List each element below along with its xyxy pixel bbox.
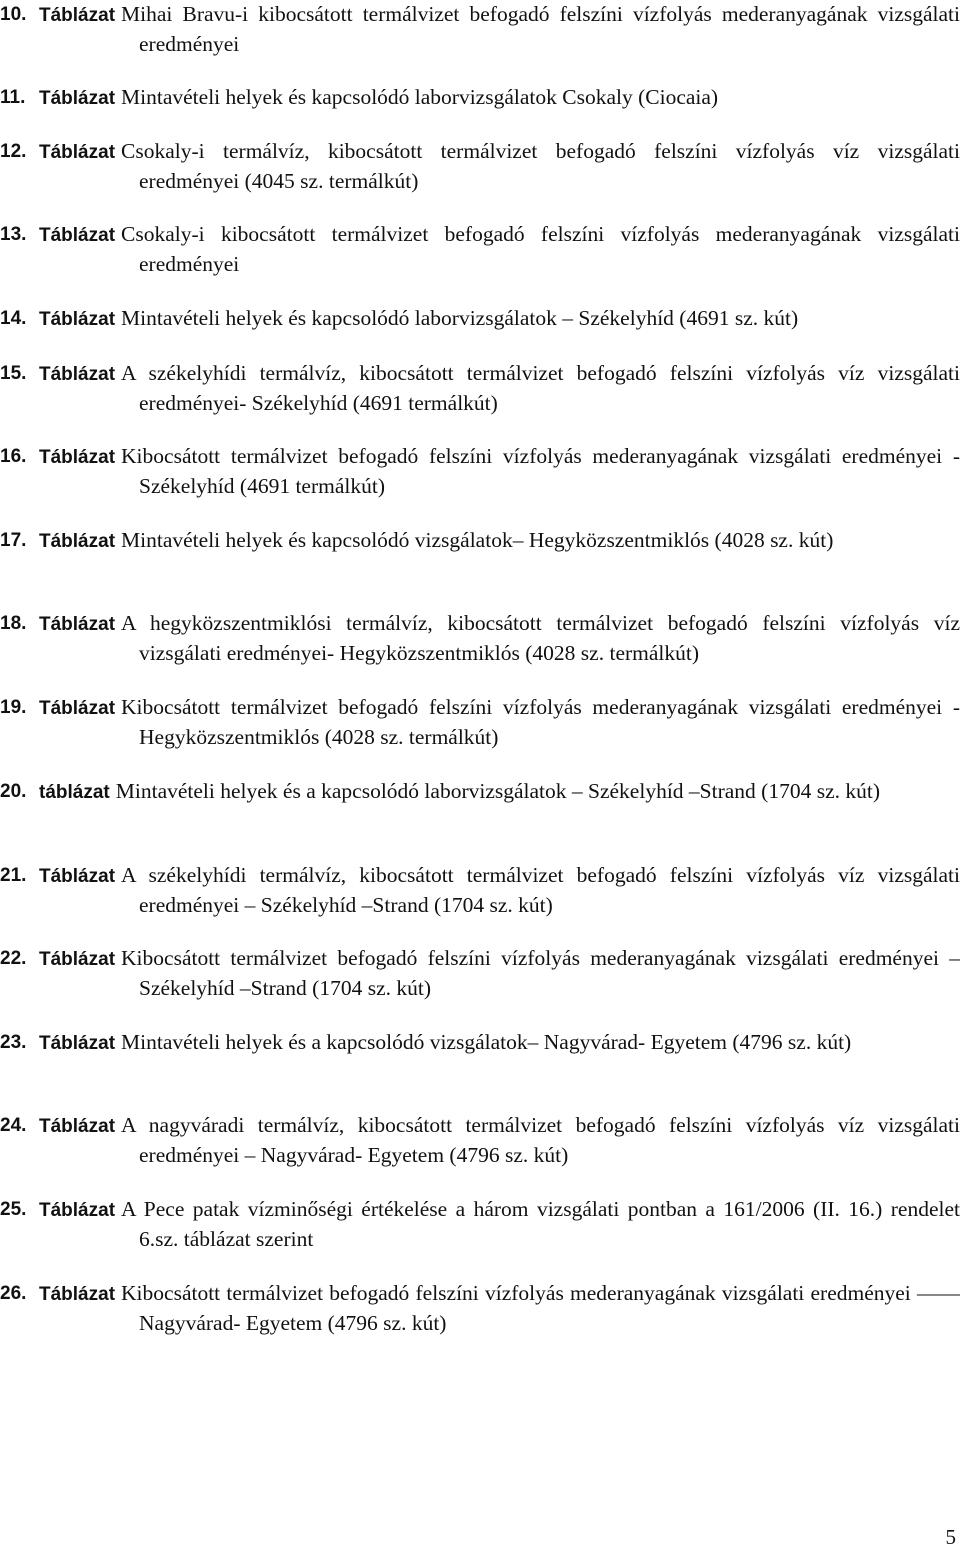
entry-label: Táblázat [39,1116,116,1137]
entry-number: 22. [0,948,27,969]
entry-text: Mintavételi helyek és a kapcsolódó vizsgálatok– Nagyvárad- Egyetem (4796 sz. kút) [121,1030,852,1054]
list-item [0,1279,960,1338]
entry-number: 23. [0,1032,27,1053]
entry-text: Kibocsátott termálvizet befogadó felszíni vízfolyás mederanyagának vizsgálati eredményei —— Nagyvárad- Egyetem (4796 sz. kút) [121,1281,960,1335]
list-item [0,693,960,752]
entry-content [39,693,960,752]
page-number: 5 [945,1525,956,1549]
entry-content [39,304,960,334]
list-item [0,0,960,59]
entry-label: Táblázat [39,309,116,330]
entry-content [39,1028,960,1058]
entry-text: Mihai Bravu-i kibocsátott termálvizet befogadó felszíni vízfolyás mederanyagának vizsgálati eredményei [121,2,960,56]
entry-number: 16. [0,446,27,467]
entry-text: Mintavételi helyek és kapcsolódó laborvizsgálatok Csokaly (Ciocaia) [121,85,719,109]
entry-content [39,0,960,59]
entry-label: Táblázat [39,949,116,970]
entry-content [39,609,960,668]
entry-label: táblázat [39,782,110,803]
entry-content [39,220,960,279]
entry-content [39,526,960,556]
entry-content [39,944,960,1003]
list-item [0,359,960,418]
list-item [0,304,960,334]
list-item [0,1195,960,1254]
entry-text: Mintavételi helyek és kapcsolódó vizsgálatok– Hegyközszentmiklós (4028 sz. kút) [121,528,834,552]
list-item [0,861,960,920]
entry-number: 26. [0,1283,27,1304]
entry-content [39,861,960,920]
entry-number: 18. [0,613,27,634]
entry-number: 21. [0,865,27,886]
entry-text: Mintavételi helyek és kapcsolódó laborvizsgálatok – Székelyhíd (4691 sz. kút) [121,306,799,330]
entry-content [39,137,960,196]
list-item [0,220,960,279]
entry-label: Táblázat [39,1200,116,1221]
entry-number: 25. [0,1199,27,1220]
list-item [0,1111,960,1170]
entry-number: 20. [0,781,27,802]
entry-label: Táblázat [39,88,116,109]
entry-number: 11. [0,87,26,108]
entry-label: Táblázat [39,1033,116,1054]
list-item [0,83,960,113]
entry-label: Táblázat [39,142,116,163]
entry-text: Kibocsátott termálvizet befogadó felszíni vízfolyás mederanyagának vizsgálati eredményei - Hegyközszentmiklós (4028 sz. termálkút) [121,695,960,749]
entry-number: 17. [0,530,27,551]
entry-content [39,1279,960,1338]
entry-label: Táblázat [39,364,116,385]
list-item [0,1028,960,1058]
entry-content [39,1195,960,1254]
entry-number: 12. [0,141,27,162]
entry-number: 19. [0,697,27,718]
entry-text: Csokaly-i termálvíz, kibocsátott termálvizet befogadó felszíni vízfolyás víz vizsgálati eredményei (4045 sz. termálkút) [121,139,960,193]
entry-number: 24. [0,1115,27,1136]
entry-text: A székelyhídi termálvíz, kibocsátott termálvizet befogadó felszíni vízfolyás víz vizsgálati eredményei- Székelyhíd (4691 termálkút) [121,361,960,415]
entry-content [39,442,960,501]
entry-number: 14. [0,308,27,329]
entry-label: Táblázat [39,614,116,635]
entry-number: 10. [0,4,27,25]
entry-number: 13. [0,224,27,245]
entry-content [39,359,960,418]
entry-text: Csokaly-i kibocsátott termálvizet befogadó felszíni vízfolyás mederanyagának vizsgálati eredményei [121,222,960,276]
entry-content [39,1111,960,1170]
entry-text: A Pece patak vízminőségi értékelése a három vizsgálati pontban a 161/2006 (II. 16.) rendelet 6.sz. táblázat szerint [121,1197,960,1251]
entry-text: A nagyváradi termálvíz, kibocsátott termálvizet befogadó felszíni vízfolyás víz vizsgálati eredményei – Nagyvárad- Egyetem (4796 sz. kút) [121,1113,960,1167]
entry-label: Táblázat [39,225,116,246]
entry-text: A hegyközszentmiklósi termálvíz, kibocsátott termálvizet befogadó felszíni vízfolyás víz vizsgálati eredményei- Hegyközszentmiklós (4028 sz. termálkút) [121,611,960,665]
entry-label: Táblázat [39,866,116,887]
list-item [0,944,960,1003]
list-item [0,442,960,501]
entry-label: Táblázat [39,531,116,552]
entry-content [39,777,960,807]
entry-label: Táblázat [39,447,116,468]
list-item [0,777,960,807]
list-item [0,609,960,668]
list-item [0,526,960,556]
entry-label: Táblázat [39,1284,116,1305]
entry-text: Mintavételi helyek és a kapcsolódó laborvizsgálatok – Székelyhíd –Strand (1704 sz. kút) [115,779,881,803]
entry-content [39,83,960,113]
entry-label: Táblázat [39,5,116,26]
entry-text: Kibocsátott termálvizet befogadó felszíni vízfolyás mederanyagának vizsgálati eredményei - Székelyhíd (4691 termálkút) [121,444,960,498]
entry-text: A székelyhídi termálvíz, kibocsátott termálvizet befogadó felszíni vízfolyás víz vizsgálati eredményei – Székelyhíd –Strand (1704 sz. kút) [121,863,960,917]
entry-text: Kibocsátott termálvizet befogadó felszíni vízfolyás mederanyagának vizsgálati eredményei – Székelyhíd –Strand (1704 sz. kút) [121,946,960,1000]
entry-label: Táblázat [39,698,116,719]
list-item [0,137,960,196]
entry-number: 15. [0,363,27,384]
